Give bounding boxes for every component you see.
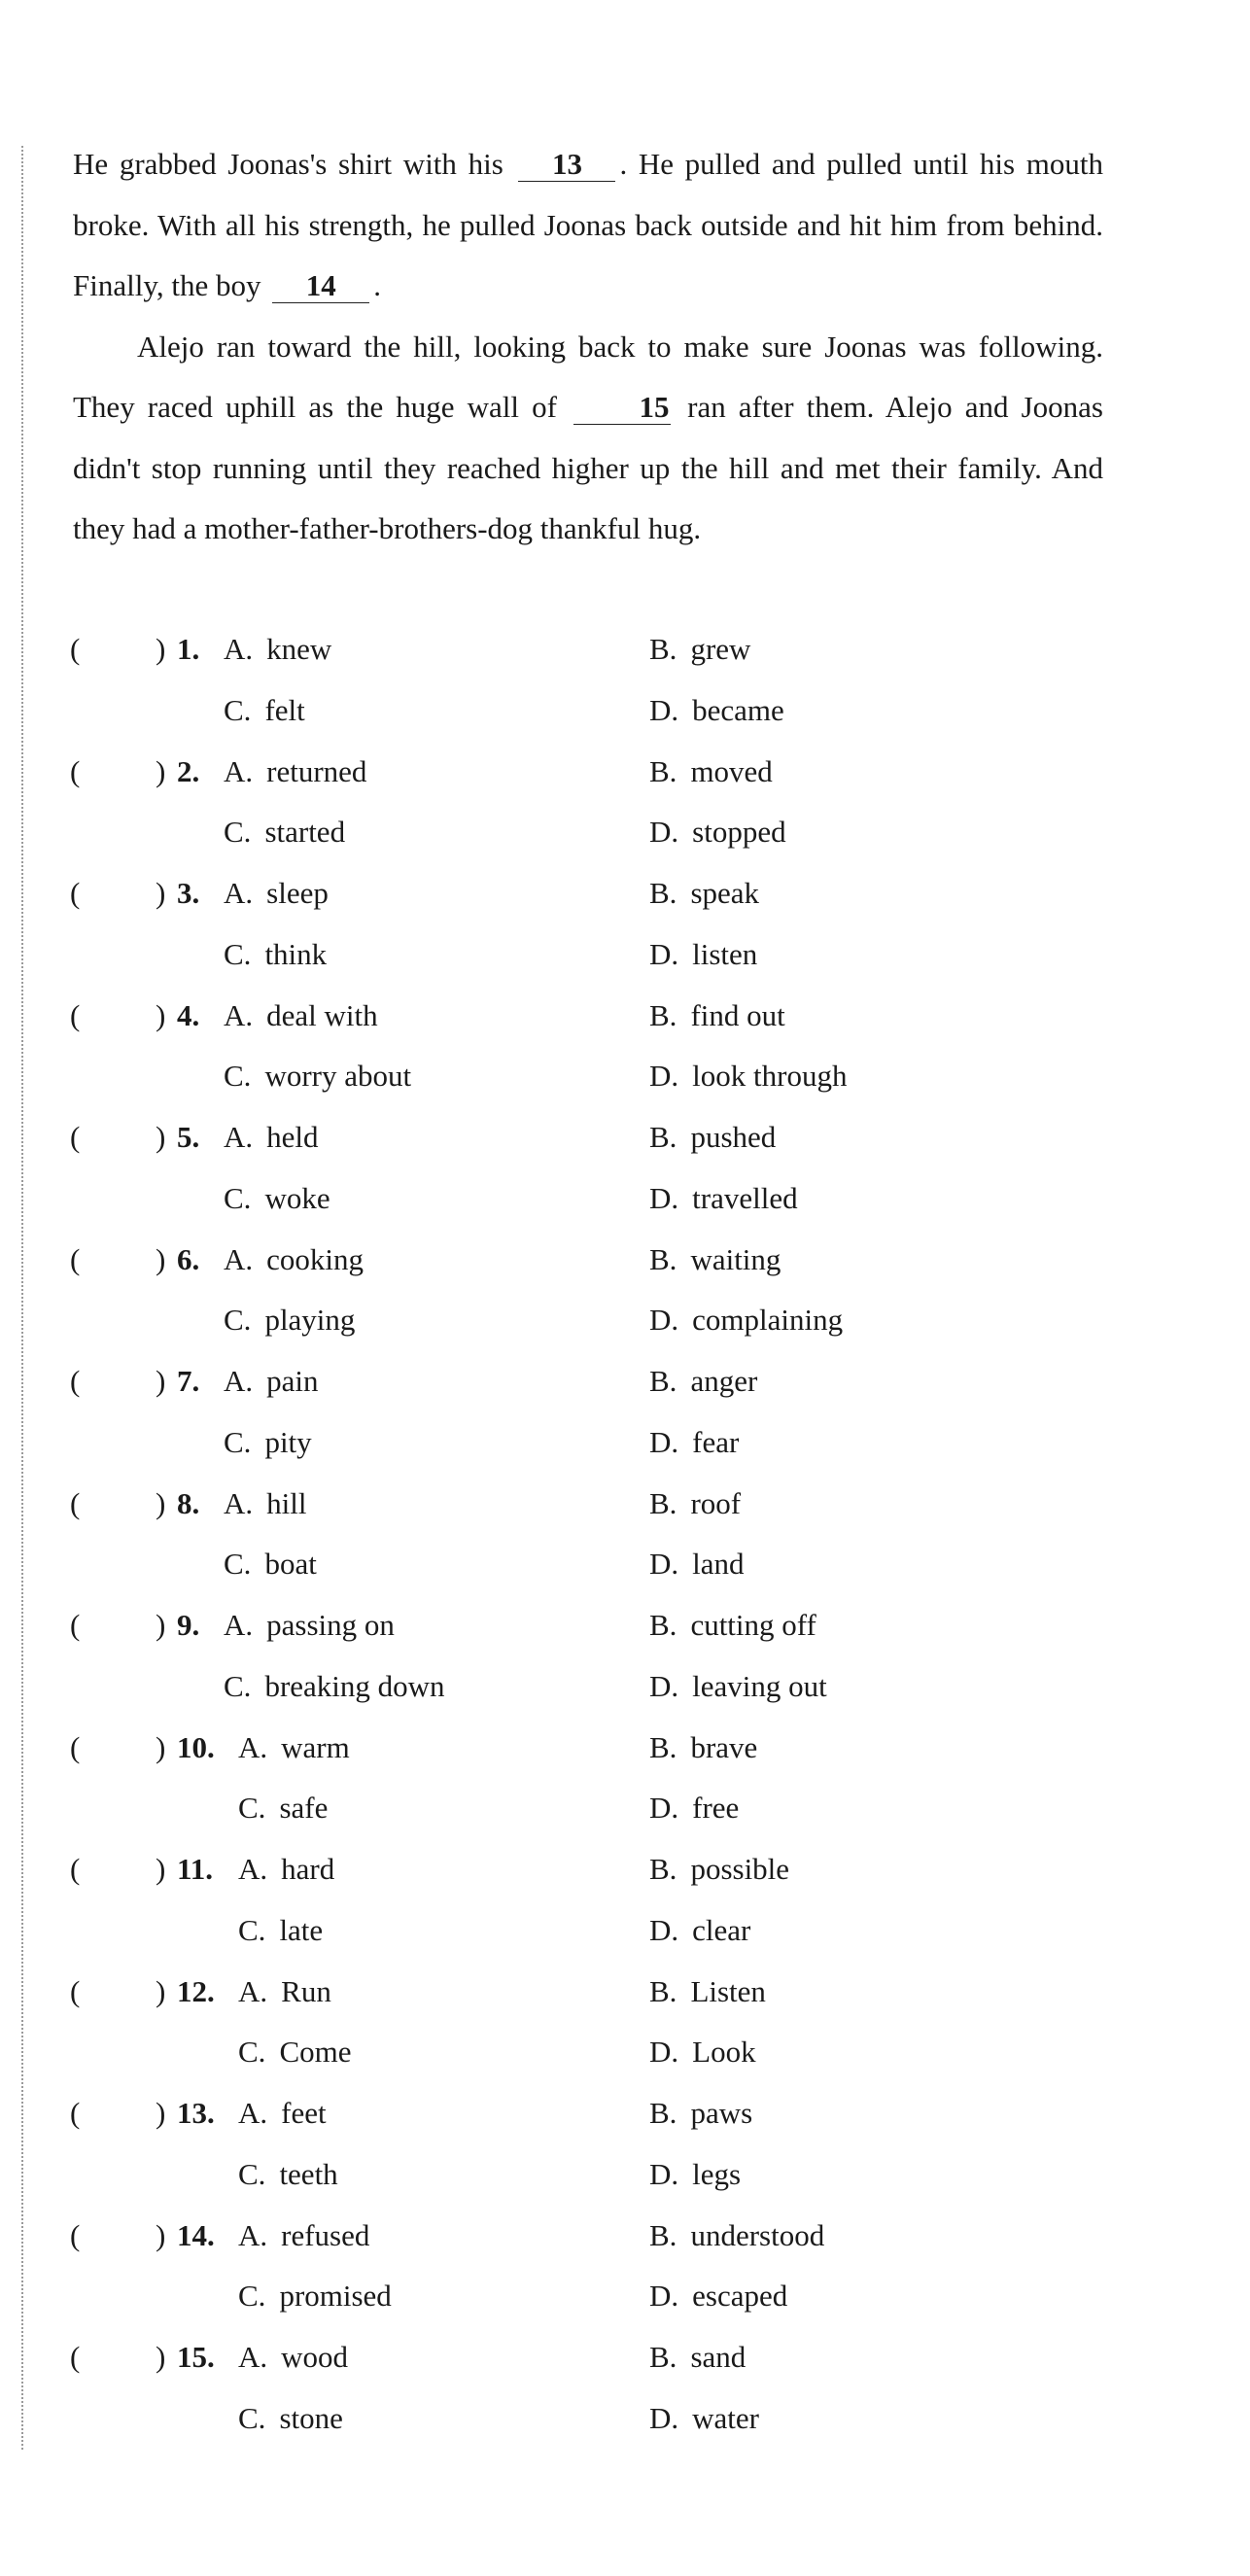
option-text: started [264, 815, 346, 849]
option-a [238, 1718, 350, 1778]
option-text: land [692, 1547, 745, 1581]
option-a [224, 863, 329, 923]
answer-paren-close: ) [156, 2096, 166, 2130]
option-d [649, 1534, 745, 1594]
question-row-first [0, 1107, 1250, 1167]
option-a [238, 1962, 331, 2022]
option-text: returned [266, 753, 367, 788]
answer-paren-open: ( [70, 2096, 81, 2130]
question-number: 10. [177, 1729, 215, 1764]
answer-paren-close: ) [156, 876, 166, 910]
passage-text: . He pulled and pulled until his mouth broke. With all his strength, he pulled Joonas back outside and hit him from behind. Finally, the boy [73, 147, 1103, 302]
question-item [0, 986, 1250, 1108]
option-text: late [279, 1912, 324, 1947]
passage-text: ran after them. Alejo and Joonas didn't stop running until they reached higher up the hill and met their family. And they had a mother-father-brothers-dog thankful hug. [73, 390, 1103, 545]
option-letter: A. [224, 1120, 254, 1154]
option-text: complaining [692, 1303, 844, 1337]
question-row-second [0, 1656, 1250, 1717]
option-text: stone [279, 2400, 343, 2435]
answer-paren-open: ( [70, 1729, 81, 1764]
option-b [649, 1839, 789, 1899]
option-a [224, 742, 366, 802]
option-letter: A. [224, 1241, 254, 1276]
question-row-first [0, 1474, 1250, 1534]
question-item [0, 1595, 1250, 1718]
question-row-first [0, 1718, 1250, 1778]
option-letter: D. [649, 1059, 679, 1093]
option-letter: C. [238, 1791, 266, 1825]
question-row-second [0, 680, 1250, 741]
option-text: became [692, 692, 784, 727]
answer-paren-close: ) [156, 1973, 166, 2008]
question-number: 6. [177, 1241, 200, 1276]
option-text: safe [279, 1791, 329, 1825]
option-letter: B. [649, 753, 677, 788]
option-text: listen [692, 936, 758, 971]
option-letter: B. [649, 876, 677, 910]
question-item [0, 1230, 1250, 1352]
blank-14: 14 [272, 270, 369, 303]
option-c [238, 2388, 343, 2449]
option-letter: B. [649, 1485, 677, 1520]
option-letter: D. [649, 1668, 679, 1703]
option-text: Come [279, 2035, 352, 2069]
option-text: find out [690, 997, 785, 1032]
option-b [649, 1351, 757, 1411]
passage-text: Alejo ran toward the hill, looking back to make sure Joonas was following. They raced uphill as the huge wall of [73, 329, 1103, 424]
question-item [0, 1962, 1250, 2084]
passage-text: He grabbed Joonas's shirt with his [73, 147, 503, 181]
option-letter: B. [649, 2217, 677, 2252]
option-d [649, 1168, 798, 1229]
passage-paragraph-1 [73, 134, 1103, 317]
option-letter: D. [649, 2400, 679, 2435]
option-letter: A. [238, 2217, 268, 2252]
answer-paren-open: ( [70, 632, 81, 666]
option-text: boat [264, 1547, 317, 1581]
option-text: cutting off [690, 1608, 816, 1642]
option-d [649, 802, 786, 862]
option-text: moved [690, 753, 773, 788]
option-a [238, 2327, 348, 2387]
option-b [649, 1962, 766, 2022]
option-text: held [266, 1120, 319, 1154]
option-letter: B. [649, 997, 677, 1032]
option-text: legs [692, 2156, 742, 2191]
option-letter: B. [649, 1729, 677, 1764]
answer-paren-open: ( [70, 1364, 81, 1398]
question-row-first [0, 863, 1250, 923]
option-letter: A. [224, 1364, 254, 1398]
option-letter: C. [238, 2400, 266, 2435]
option-b [649, 1107, 776, 1167]
option-letter: C. [238, 2279, 266, 2313]
question-row-second [0, 924, 1250, 985]
question-number: 13. [177, 2096, 215, 2130]
option-letter: D. [649, 1912, 679, 1947]
question-row-first [0, 1839, 1250, 1899]
answer-paren-open: ( [70, 2340, 81, 2374]
option-letter: C. [238, 1912, 266, 1947]
option-text: travelled [692, 1180, 798, 1215]
option-text: water [692, 2400, 759, 2435]
option-b [649, 1474, 741, 1534]
question-item [0, 2206, 1250, 2328]
option-letter: D. [649, 1424, 679, 1459]
blank-13: 13 [518, 149, 615, 182]
option-letter: A. [224, 632, 254, 666]
answer-paren-close: ) [156, 997, 166, 1032]
option-c [224, 1168, 330, 1229]
question-item [0, 2327, 1250, 2450]
question-number: 12. [177, 1973, 215, 2008]
option-a [224, 1474, 306, 1534]
option-d [649, 2022, 756, 2082]
question-row-first [0, 742, 1250, 802]
option-a [224, 1230, 364, 1290]
option-letter: C. [224, 1668, 252, 1703]
option-letter: A. [224, 997, 254, 1032]
option-letter: A. [224, 876, 254, 910]
option-text: understood [690, 2217, 825, 2252]
question-number: 4. [177, 997, 200, 1032]
answer-paren-open: ( [70, 1120, 81, 1154]
question-row-first [0, 2083, 1250, 2143]
option-text: hard [281, 1852, 335, 1886]
option-text: speak [690, 876, 760, 910]
option-d [649, 1900, 750, 1961]
option-d [649, 1778, 739, 1838]
option-letter: D. [649, 1791, 679, 1825]
question-row-second [0, 1168, 1250, 1229]
option-c [238, 2266, 392, 2326]
option-d [649, 2388, 759, 2449]
option-d [649, 680, 784, 741]
question-item [0, 742, 1250, 864]
option-text: escaped [692, 2279, 788, 2313]
question-number: 7. [177, 1364, 200, 1398]
option-text: waiting [690, 1241, 781, 1276]
option-letter: A. [224, 753, 254, 788]
option-c [224, 802, 345, 862]
question-row-first [0, 1351, 1250, 1411]
option-text: wood [281, 2340, 349, 2374]
option-letter: B. [649, 2096, 677, 2130]
option-a [238, 2083, 327, 2143]
option-letter: D. [649, 1303, 679, 1337]
question-item [0, 1718, 1250, 1840]
question-item [0, 863, 1250, 986]
option-text: worry about [264, 1059, 412, 1093]
option-letter: C. [238, 2156, 266, 2191]
answer-paren-close: ) [156, 1120, 166, 1154]
option-c [224, 1534, 317, 1594]
answer-paren-close: ) [156, 753, 166, 788]
answer-paren-open: ( [70, 876, 81, 910]
option-text: pushed [690, 1120, 777, 1154]
question-row-second [0, 2022, 1250, 2082]
option-d [649, 1046, 847, 1106]
answer-paren-close: ) [156, 1241, 166, 1276]
option-letter: C. [224, 936, 252, 971]
option-text: feet [281, 2096, 327, 2130]
option-d [649, 1412, 739, 1473]
option-a [224, 1351, 319, 1411]
passage-paragraph-2 [73, 317, 1103, 560]
option-letter: D. [649, 936, 679, 971]
question-row-first [0, 619, 1250, 679]
answer-paren-open: ( [70, 1608, 81, 1642]
option-text: deal with [266, 997, 378, 1032]
option-letter: A. [238, 2340, 268, 2374]
option-b [649, 2327, 746, 2387]
answer-paren-open: ( [70, 1852, 81, 1886]
option-text: paws [690, 2096, 753, 2130]
question-row-first [0, 1230, 1250, 1290]
answer-paren-open: ( [70, 2217, 81, 2252]
option-letter: B. [649, 1364, 677, 1398]
option-letter: C. [224, 1303, 252, 1337]
option-b [649, 863, 759, 923]
option-a [224, 986, 378, 1046]
option-text: think [264, 936, 328, 971]
option-text: breaking down [264, 1668, 445, 1703]
option-letter: B. [649, 1608, 677, 1642]
answer-paren-close: ) [156, 2217, 166, 2252]
question-number: 5. [177, 1120, 200, 1154]
option-text: hill [266, 1485, 307, 1520]
question-item [0, 1351, 1250, 1474]
question-row-second [0, 2266, 1250, 2326]
option-text: Run [281, 1973, 331, 2008]
question-row-second [0, 1290, 1250, 1350]
answer-paren-open: ( [70, 997, 81, 1032]
option-b [649, 986, 785, 1046]
option-b [649, 742, 773, 802]
option-letter: B. [649, 1973, 677, 2008]
question-row-second [0, 1900, 1250, 1961]
answer-paren-close: ) [156, 1852, 166, 1886]
answer-paren-open: ( [70, 1241, 81, 1276]
option-letter: A. [238, 1729, 268, 1764]
question-list [0, 619, 1250, 2450]
option-text: brave [690, 1729, 758, 1764]
question-number: 8. [177, 1485, 200, 1520]
option-letter: A. [224, 1608, 254, 1642]
option-text: Look [692, 2035, 756, 2069]
answer-paren-close: ) [156, 1485, 166, 1520]
option-b [649, 1595, 816, 1655]
option-letter: B. [649, 632, 677, 666]
answer-paren-close: ) [156, 1729, 166, 1764]
question-row-first [0, 986, 1250, 1046]
question-number: 11. [177, 1852, 214, 1886]
question-row-first [0, 2327, 1250, 2387]
option-letter: A. [238, 2096, 268, 2130]
question-item [0, 619, 1250, 742]
option-letter: A. [238, 1973, 268, 2008]
question-row-first [0, 2206, 1250, 2266]
option-text: possible [690, 1852, 790, 1886]
question-item [0, 1474, 1250, 1596]
answer-paren-open: ( [70, 1485, 81, 1520]
option-text: knew [266, 632, 332, 666]
option-text: playing [264, 1303, 356, 1337]
option-letter: A. [224, 1485, 254, 1520]
option-text: leaving out [692, 1668, 827, 1703]
question-item [0, 1107, 1250, 1230]
passage-text: . [373, 268, 381, 302]
option-text: anger [690, 1364, 758, 1398]
question-row-first [0, 1962, 1250, 2022]
option-d [649, 2266, 787, 2326]
question-row-second [0, 1778, 1250, 1838]
option-b [649, 1718, 757, 1778]
option-letter: D. [649, 2279, 679, 2313]
question-number: 3. [177, 876, 200, 910]
option-letter: D. [649, 2035, 679, 2069]
option-text: cooking [266, 1241, 365, 1276]
option-letter: D. [649, 1547, 679, 1581]
answer-paren-open: ( [70, 753, 81, 788]
option-letter: D. [649, 692, 679, 727]
option-c [224, 924, 327, 985]
option-a [224, 1595, 395, 1655]
option-letter: C. [224, 815, 252, 849]
option-letter: B. [649, 1852, 677, 1886]
option-text: passing on [266, 1608, 395, 1642]
question-row-second [0, 802, 1250, 862]
option-b [649, 619, 750, 679]
option-b [649, 1230, 781, 1290]
question-row-second [0, 1534, 1250, 1594]
option-c [224, 1412, 312, 1473]
option-a [224, 619, 331, 679]
option-letter: D. [649, 815, 679, 849]
option-letter: D. [649, 1180, 679, 1215]
option-text: fear [692, 1424, 740, 1459]
option-c [224, 1046, 411, 1106]
blank-15: 15 [573, 392, 671, 425]
option-a [224, 1107, 319, 1167]
option-c [224, 1290, 355, 1350]
option-letter: B. [649, 1241, 677, 1276]
option-letter: C. [238, 2035, 266, 2069]
answer-paren-close: ) [156, 1608, 166, 1642]
option-d [649, 1290, 843, 1350]
question-row-second [0, 1046, 1250, 1106]
option-c [224, 1656, 445, 1717]
answer-paren-close: ) [156, 1364, 166, 1398]
option-letter: A. [238, 1852, 268, 1886]
option-letter: B. [649, 2340, 677, 2374]
option-d [649, 924, 757, 985]
option-d [649, 2144, 741, 2205]
answer-paren-close: ) [156, 2340, 166, 2374]
option-text: stopped [692, 815, 786, 849]
option-c [238, 2022, 352, 2082]
question-number: 9. [177, 1608, 200, 1642]
option-text: refused [281, 2217, 370, 2252]
answer-paren-close: ) [156, 632, 166, 666]
question-row-second [0, 2144, 1250, 2205]
question-number: 15. [177, 2340, 215, 2374]
option-text: pain [266, 1364, 319, 1398]
option-letter: C. [224, 692, 252, 727]
answer-paren-open: ( [70, 1973, 81, 2008]
option-text: promised [279, 2279, 392, 2313]
option-c [238, 2144, 338, 2205]
option-letter: C. [224, 1547, 252, 1581]
option-b [649, 2083, 752, 2143]
option-b [649, 2206, 824, 2266]
question-row-second [0, 2388, 1250, 2449]
option-text: sleep [266, 876, 329, 910]
reading-passage [73, 134, 1103, 560]
option-text: felt [264, 692, 305, 727]
option-text: sand [690, 2340, 747, 2374]
option-c [238, 1900, 323, 1961]
question-item [0, 2083, 1250, 2206]
option-letter: C. [224, 1424, 252, 1459]
question-item [0, 1839, 1250, 1962]
option-letter: C. [224, 1180, 252, 1215]
question-number: 14. [177, 2217, 215, 2252]
option-text: clear [692, 1912, 751, 1947]
option-text: roof [690, 1485, 742, 1520]
option-letter: C. [224, 1059, 252, 1093]
question-row-first [0, 1595, 1250, 1655]
option-text: pity [264, 1424, 312, 1459]
option-a [238, 1839, 334, 1899]
option-text: look through [692, 1059, 848, 1093]
question-row-second [0, 1412, 1250, 1473]
option-text: warm [281, 1729, 350, 1764]
question-number: 1. [177, 632, 200, 666]
option-text: Listen [690, 1973, 766, 2008]
option-text: teeth [279, 2156, 338, 2191]
option-letter: D. [649, 2156, 679, 2191]
option-letter: B. [649, 1120, 677, 1154]
option-c [238, 1778, 328, 1838]
question-number: 2. [177, 753, 200, 788]
option-text: woke [264, 1180, 330, 1215]
option-text: grew [690, 632, 751, 666]
option-d [649, 1656, 827, 1717]
option-c [224, 680, 305, 741]
option-text: free [692, 1791, 740, 1825]
option-a [238, 2206, 369, 2266]
